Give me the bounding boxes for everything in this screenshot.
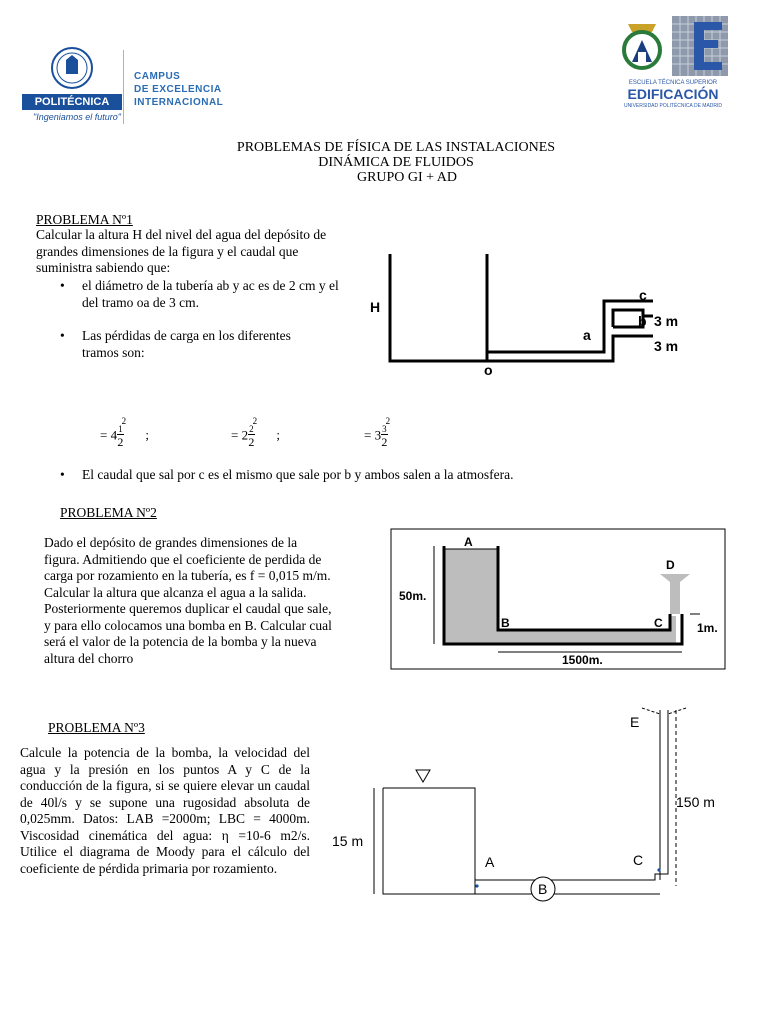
upm-logo bbox=[22, 42, 122, 128]
p3-jet-left bbox=[642, 708, 660, 750]
p3-label-C: C bbox=[633, 852, 644, 868]
p1-bullets bbox=[60, 278, 344, 361]
p1-bullet3-text: El caudal que sal por c es el mismo que sale por b y ambos salen a la atmosfera. bbox=[82, 467, 514, 482]
p1-formula-1 bbox=[100, 416, 149, 449]
p1-f2-frac bbox=[248, 424, 255, 449]
p1-f2-den: 2 bbox=[248, 435, 255, 449]
p1-f1-den: 2 bbox=[117, 435, 124, 449]
p1-bullets-2 bbox=[60, 467, 760, 484]
title-line3: GRUPO GI + AD bbox=[356, 170, 458, 185]
school-line1: ESCUELA TÉCNICA SUPERIOR bbox=[628, 80, 718, 86]
campus-line2: DE EXCELENCIA bbox=[134, 84, 222, 95]
campus-line1: CAMPUS bbox=[134, 71, 181, 82]
edificacion-logo bbox=[616, 14, 730, 110]
p3-text: Calcule la potencia de la bomba, la velocidad del agua y la presión en los puntos A y C de la conducción de la figura, si se quiere elevar un caudal de 40l/s y se supone una rugosidad absoluta de 0,025mm. Datos: LAB =2000m; LBC = 4000m. Viscosidad cinemática del agua: η =10-6 m2/s. Utilice el diagrama de Moody para el cálculo del coeficiente de pérdida primaria por rozamiento. bbox=[20, 745, 310, 876]
p1-heading: PROBLEMA Nº1 bbox=[36, 212, 133, 227]
p1-f3-num: 3 bbox=[382, 424, 387, 434]
p1-label-H: H bbox=[370, 299, 381, 315]
p2-pipe-top bbox=[498, 546, 670, 630]
p2-label-A: A bbox=[464, 535, 473, 549]
p1-label-o: o bbox=[484, 362, 493, 378]
p2-text: Dado el depósito de grandes dimensiones de la figura. Admitiendo que el coeficiente de perdida de carga por rozamiento en la tubería, es f = 0,015 m/m. Calcular la altura que alcanza el agua a la salida. Posteriormente queremos duplicar el caudal que sale, y para ello colocamos una bomba en B. Calcular cual será el valor de la potencia de la bomba y la nueva altura del chorro bbox=[44, 535, 332, 666]
school-name: EDIFICACIÓN bbox=[627, 86, 719, 102]
p1-bullet-diameter bbox=[60, 278, 344, 311]
p2-label-jet: 1m. bbox=[697, 621, 718, 635]
p2-label-length: 1500m. bbox=[562, 653, 603, 667]
p1-f1-prefix: = 4 bbox=[100, 427, 118, 443]
p1-f3-den: 2 bbox=[381, 435, 388, 449]
p3-label-E: E bbox=[630, 714, 640, 730]
page-title bbox=[0, 140, 768, 185]
p1-f3-frac bbox=[381, 424, 388, 449]
p3-label-B: B bbox=[538, 881, 548, 897]
p1-label-a: a bbox=[583, 327, 591, 343]
p1-bullet-caudal bbox=[60, 467, 760, 484]
p2-label-D: D bbox=[666, 558, 675, 572]
edificacion-grid-icon bbox=[672, 16, 728, 76]
p1-bullet2-text: Las pérdidas de carga en los diferentes tramos son: bbox=[82, 328, 291, 360]
p1-label-b: b bbox=[638, 313, 647, 329]
p1-f2-sep: ; bbox=[276, 427, 280, 443]
p1-f3-sup: 2 bbox=[385, 416, 391, 427]
p1-label-c: c bbox=[639, 287, 647, 303]
p3-label-15m: 15 m bbox=[332, 833, 364, 849]
upm-crest-icon bbox=[50, 46, 94, 90]
p1-formula-3 bbox=[364, 416, 392, 449]
p2-label-B: B bbox=[501, 616, 510, 630]
p3-point-c-dot bbox=[657, 868, 660, 871]
p3-level-triangle-icon bbox=[416, 770, 430, 782]
p3-reservoir bbox=[383, 788, 475, 894]
p1-pipe-bottom bbox=[487, 336, 653, 361]
p1-f1-sup: 2 bbox=[121, 416, 127, 427]
p2-jet bbox=[660, 574, 690, 614]
p1-figure bbox=[360, 244, 680, 384]
school-crest-icon bbox=[618, 18, 666, 76]
p3-figure bbox=[330, 700, 750, 910]
upm-slogan: "Ingeniamos el futuro" bbox=[33, 112, 121, 122]
title-line2: DINÁMICA DE FLUIDOS bbox=[318, 155, 474, 170]
p2-water-tank bbox=[444, 549, 498, 644]
p1-formula-2 bbox=[231, 416, 280, 449]
p1-bullet1-text: el diámetro de la tubería ab y ac es de 2 cm y el del tramo oa de 3 cm. bbox=[82, 278, 339, 310]
p1-f1-sep: ; bbox=[145, 427, 149, 443]
upm-name-banner: POLITÉCNICA bbox=[22, 94, 122, 110]
p3-heading: PROBLEMA Nº3 bbox=[48, 720, 145, 735]
p1-f2-sup: 2 bbox=[252, 416, 258, 427]
p1-f2-num: 2 bbox=[249, 424, 254, 434]
p1-f1-frac bbox=[117, 424, 124, 449]
p1-dim-2: 3 m bbox=[654, 338, 679, 354]
p3-point-a-dot bbox=[475, 884, 478, 887]
p3-label-150m: 150 m bbox=[676, 794, 715, 810]
p1-bullet-losses bbox=[60, 328, 330, 361]
p3-jet-right bbox=[668, 708, 686, 750]
title-line1: PROBLEMAS DE FÍSICA DE LAS INSTALACIONES bbox=[236, 140, 556, 155]
campus-excelencia-text bbox=[134, 70, 223, 109]
logo-divider bbox=[123, 50, 124, 124]
p2-label-height: 50m. bbox=[399, 589, 427, 603]
p1-tank bbox=[390, 254, 487, 361]
school-univ: UNIVERSIDAD POLITÉCNICA DE MADRID bbox=[623, 103, 723, 109]
p2-label-C: C bbox=[654, 616, 663, 630]
p1-f3-prefix: = 3 bbox=[364, 427, 382, 443]
p2-water-pipe bbox=[498, 630, 676, 644]
p1-f2-prefix: = 2 bbox=[231, 427, 249, 443]
p1-dim-1: 3 m bbox=[654, 313, 679, 329]
campus-line3: INTERNACIONAL bbox=[134, 97, 224, 108]
p1-f1-num: 1 bbox=[118, 424, 123, 434]
p2-heading: PROBLEMA Nº2 bbox=[60, 505, 157, 520]
p1-intro: Calcular la altura H del nivel del agua del depósito de grandes dimensiones de la figura y el caudal que suministra sabiendo que: bbox=[36, 227, 327, 275]
p3-label-A: A bbox=[485, 854, 495, 870]
p2-figure bbox=[390, 528, 726, 670]
